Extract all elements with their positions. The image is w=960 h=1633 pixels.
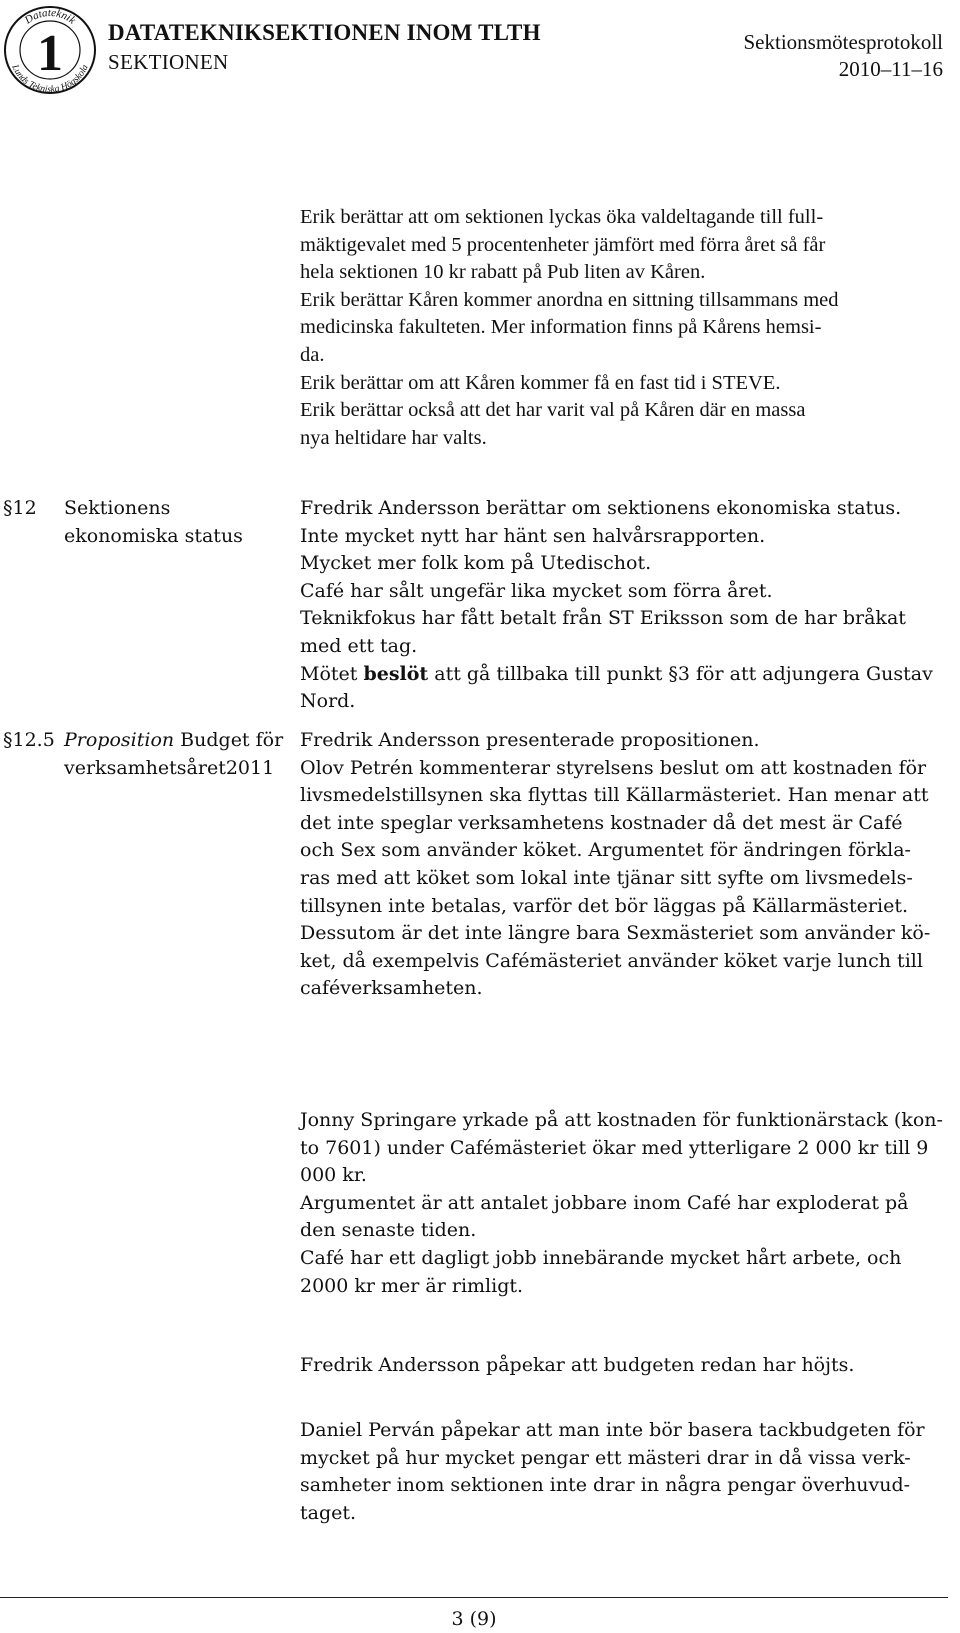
section-title-italic: Proposition <box>64 729 175 751</box>
body-line: det inte speglar verksamhetens kostnader då det mest är Café <box>300 811 903 834</box>
daniel-paragraph <box>300 1417 943 1527</box>
body-line: Olov Petrén kommenterar styrelsens beslut om att kostnaden för <box>300 756 927 779</box>
body-line: 2000 kr mer är rimligt. <box>300 1274 524 1297</box>
header-date: 2010–11–16 <box>838 57 943 81</box>
section-title-line: ekonomiska status <box>64 524 243 547</box>
decision-rest: att gå tillbaka till punkt §3 för att adjungera Gustav <box>428 662 933 685</box>
logo-top-text: Datateknik <box>22 6 78 27</box>
section-number: §12.5 <box>3 729 55 751</box>
section-title-line: verksamhetsåret2011 <box>64 756 275 779</box>
section-title-rest: Budget för <box>174 729 284 751</box>
intro-line: Erik berättar Kåren kommer anordna en sittning tillsammans med <box>300 288 839 311</box>
decision-line <box>300 661 943 689</box>
body-line: Teknikfokus har fått betalt från ST Eriksson som de har bråkat <box>300 607 906 630</box>
body-line: Café har ett dagligt jobb innebärande mycket hårt arbete, och <box>300 1246 902 1269</box>
body-line: mycket på hur mycket pengar ett mästeri drar in då vissa verk- <box>300 1446 911 1469</box>
intro-line: medicinska fakulteten. Mer information finns på Kårens hemsi- <box>300 316 822 339</box>
header-org-name: DATATEKNIKSEKTIONEN INOM TLTH <box>108 20 541 45</box>
body-line: Daniel Perván påpekar att man inte bör basera tackbudgeten för <box>300 1419 925 1441</box>
intro-line: Erik berättar om att Kåren kommer få en fast tid i STEVE. <box>300 371 781 394</box>
intro-line: mäktigevalet med 5 procentenheter jämfört med förra året så får <box>300 233 826 256</box>
header-subtitle: SEKTIONEN <box>108 50 229 74</box>
body-line: Dessutom är det inte längre bara Sexmästeriet som använder kö- <box>300 922 931 945</box>
body-line: med ett tag. <box>300 634 418 657</box>
body-line: Inte mycket nytt har hänt sen halvårsrapporten. <box>300 524 766 547</box>
intro-line: Erik berättar också att det har varit val på Kåren där en massa <box>300 399 806 422</box>
decision-prefix: Mötet <box>300 662 358 685</box>
intro-line: da. <box>300 343 325 366</box>
logo-ring-text: Lunds Tekniska Högskola <box>9 63 91 96</box>
body-line: Fredrik Andersson berättar om sektionens ekonomiska status. <box>300 497 902 519</box>
fredrik-paragraph <box>300 1352 943 1380</box>
body-line: to 7601) under Cafémästeriet ökar med ytterligare 2 000 kr till 9 <box>300 1136 929 1159</box>
section-number: §12 <box>3 497 37 519</box>
body-line: Café har sålt ungefär lika mycket som förra året. <box>300 579 773 602</box>
body-line: taget. <box>300 1501 357 1524</box>
section-title <box>64 727 283 782</box>
body-line: och Sex som använder köket. Argumentet för ändringen förkla- <box>300 839 911 862</box>
body-line: 000 kr. <box>300 1164 367 1187</box>
footer-rule <box>0 1597 948 1598</box>
section-12-5-body <box>300 727 943 1003</box>
header-document-title: Sektionsmötesprotokoll <box>743 30 943 54</box>
body-line: caféverksamheten. <box>300 977 483 1000</box>
body-line: den senaste tiden. <box>300 1219 477 1242</box>
body-line: livsmedelstillsynen ska flyttas till Källarmästeriet. Han menar att <box>300 784 929 807</box>
intro-line: nya heltidare har valts. <box>300 426 487 449</box>
body-line: ket, då exempelvis Cafémästeriet använder köket varje lunch till <box>300 949 923 972</box>
body-line: Nord. <box>300 690 356 713</box>
section-12-body <box>300 495 943 716</box>
intro-line: Erik berättar att om sektionen lyckas öka valdeltagande till full- <box>300 206 824 228</box>
body-line: Jonny Springare yrkade på att kostnaden för funktionärstack (kon- <box>300 1109 943 1131</box>
body-line: ras med att köket som lokal inte tjänar sitt syfte om livsmedels- <box>300 866 913 889</box>
intro-line: hela sektionen 10 kr rabatt på Pub liten av Kåren. <box>300 261 706 284</box>
body-line: Fredrik Andersson påpekar att budgeten redan har höjts. <box>300 1354 855 1376</box>
section-title-line: Sektionens <box>64 497 171 519</box>
body-line: Mycket mer folk kom på Utedischot. <box>300 552 652 575</box>
jonny-paragraph <box>300 1107 943 1300</box>
logo-numeral: 1 <box>37 25 63 82</box>
intro-paragraph <box>300 204 943 452</box>
body-line: samheter inom sektionen inte drar in några pengar överhuvud- <box>300 1474 911 1497</box>
body-line: Fredrik Andersson presenterade propositionen. <box>300 729 760 751</box>
body-line: Argumentet är att antalet jobbare inom Café har exploderat på <box>300 1191 909 1214</box>
decision-keyword: beslöt <box>363 662 429 685</box>
section-title <box>64 495 243 550</box>
section-title-line <box>64 727 283 755</box>
page-number: 3 (9) <box>451 1608 497 1630</box>
body-line: tillsynen inte betalas, varför det bör läggas på Källarmästeriet. <box>300 894 908 917</box>
section-logo <box>2 4 98 96</box>
